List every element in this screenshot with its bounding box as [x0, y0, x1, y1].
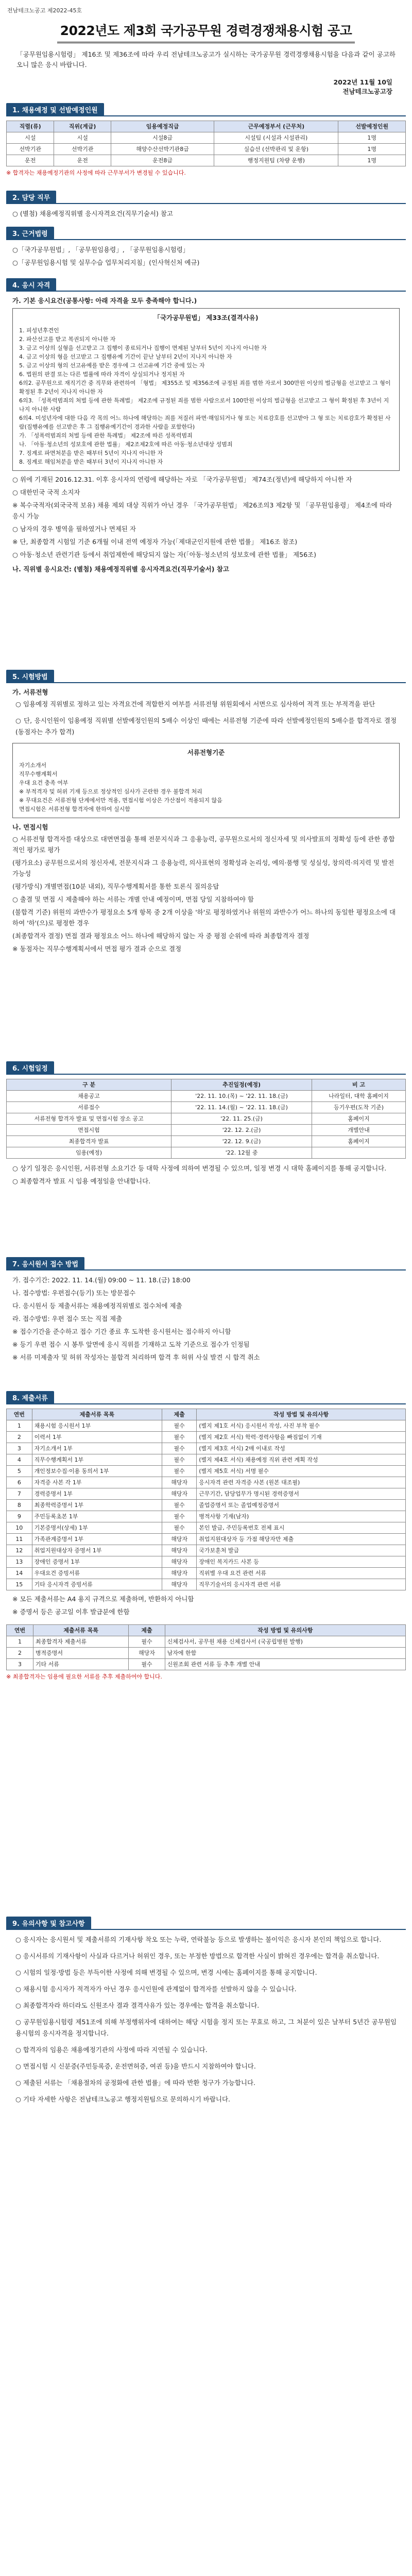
table-row [7, 1443, 406, 1454]
disqualification-item: 2. 파산선고를 받고 복권되지 아니한 자 [19, 336, 116, 343]
section-notice [6, 1917, 406, 2110]
notice-paragraph: ○ 응시자는 응시원서 및 제출서류의 기재사항 착오 또는 누락, 연락불능 등으로 발생하는 불이익은 응시자 본인의 책임으로 합니다. [15, 1936, 382, 1943]
interview-lead: 나. 면접시험 [12, 823, 48, 831]
table-cell: 8 [7, 1500, 32, 1511]
section-title: 1. 채용예정 및 선발예정인원 [6, 103, 104, 116]
table-cell: 2 [7, 1432, 32, 1443]
table-header-cell: 연번 [7, 1625, 33, 1636]
notice-org: 전남테크노공고장 [342, 88, 392, 95]
section-method [6, 670, 406, 956]
table-cell: 홈페이지 [312, 1136, 406, 1147]
table-cell: 취업지원대상자 등 가점 해당자만 제출 [197, 1534, 406, 1545]
table-row [7, 1579, 406, 1590]
table-row [7, 1102, 406, 1113]
interview-item: (평가방식) 개별면접(10분 내외), 직무수행계획서를 통한 토론식 질의응답 [12, 883, 219, 890]
table-row [7, 1091, 406, 1102]
disqualification-box [12, 308, 400, 471]
table-cell: 7 [7, 1488, 32, 1500]
section-documents [6, 1391, 406, 1681]
table-cell: 해당자 [162, 1579, 197, 1590]
application-item: 나. 접수방법: 우편접수(등기) 또는 방문접수 [12, 1289, 136, 1297]
table-row [7, 1534, 406, 1545]
table-row [7, 1545, 406, 1556]
criteria-item: 직무수행계획서 [19, 771, 58, 777]
disqualification-item: 7. 징계로 파면처분을 받은 때부터 5년이 지나지 아니한 자 [19, 450, 163, 456]
disqualification-item: 8. 징계로 해임처분을 받은 때부터 3년이 지나지 아니한 자 [19, 459, 163, 465]
box-title: 서류전형기준 [187, 749, 225, 756]
table-cell: (별지 제4호 서식) 채용예정 직위 관련 계획 작성 [197, 1454, 406, 1466]
application-item: 다. 응시원서 등 제출서류는 채용예정직위별로 접수처에 제출 [12, 1302, 182, 1310]
table-row [7, 144, 406, 155]
law-item: ○「공무원임용시험 및 실무수습 업무처리지침」(인사혁신처 예규) [12, 259, 200, 266]
table-row [7, 1113, 406, 1125]
table-row [7, 1477, 406, 1488]
interview-list [6, 834, 406, 954]
table-cell: 실습선 (선박관리 및 운항) [214, 144, 338, 155]
table-cell: 경력증명서 1부 [32, 1488, 162, 1500]
table-cell: 근무기간, 담당업무가 명시된 경력증명서 [197, 1488, 406, 1500]
table-cell: 면접시험 [7, 1125, 171, 1136]
notice-paragraph: ○ 시험의 일정·방법 등은 부득이한 사정에 의해 변경될 수 있으며, 변경 시에는 홈페이지를 통해 공지합니다. [15, 1969, 317, 1976]
table-cell: 국가보훈처 발급 [197, 1545, 406, 1556]
section-title: 3. 근거법령 [6, 227, 54, 240]
table-cell: 필수 [129, 1636, 165, 1648]
table-cell: '22. 12. 2.(금) [171, 1125, 312, 1136]
table-cell: 해당자 [162, 1556, 197, 1568]
disqualification-item: 3. 금고 이상의 실형을 선고받고 그 집행이 종료되거나 집행이 면제된 날부터 5년이 지나지 아니한 자 [19, 345, 267, 351]
table-header-cell: 작성 방법 및 유의사항 [197, 1409, 406, 1420]
table-cell: 해당자 [129, 1648, 165, 1659]
table-cell: 13 [7, 1556, 32, 1568]
qualification-item: ○ 아동·청소년 관련기관 등에서 취업제한에 해당되지 않는 자(「아동·청소년의 성보호에 관한 법률」 제56조) [12, 551, 316, 558]
table-cell: 졸업증명서 또는 졸업예정증명서 [197, 1500, 406, 1511]
interview-item: (최종합격자 결정) 면접 결과 평정요소 어느 하나에 해당하지 않는 자 중 평점 순위에 따라 최종합격자 결정 [12, 932, 310, 940]
recruitment-note: ※ 합격자는 채용예정기관의 사정에 따라 근무부서가 변경될 수 있습니다. [6, 170, 186, 176]
table-cell: 6 [7, 1477, 32, 1488]
final-documents-table [6, 1624, 406, 1670]
interview-item: (평가요소) 공무원으로서의 정신자세, 전문지식과 그 응용능력, 의사표현의 정확성과 논리성, 예의·품행 및 성실성, 창의력·의지력 및 발전가능성 [12, 859, 394, 877]
table-cell: 신체검사서, 공무원 채용 신체검사서 (국공립병원 발행) [165, 1636, 405, 1648]
table-cell: 채용시험 응시원서 1부 [32, 1420, 162, 1432]
interview-item: ※ 동점자는 직무수행계획서에서 면접 평가 결과 순으로 결정 [12, 945, 182, 953]
table-cell: 해당자 [162, 1477, 197, 1488]
criteria-item: 면접시험은 서류전형 합격자에 한하여 실시함 [19, 806, 130, 812]
notice-paragraph: ○ 합격자의 임용은 채용예정기관의 사정에 따라 지연될 수 있습니다. [15, 2046, 208, 2054]
qualification-lead: 가. 기본 응시요건(공통사항: 아래 자격을 모두 충족해야 합니다.) [12, 297, 197, 304]
table-header-cell: 임용예정직급 [111, 121, 214, 132]
intro-text: 「공무원임용시험령」 제16조 및 제36조에 따라 우리 전남테크노공고가 실시하는 국가공무원 경력경쟁채용시험을 다음과 같이 공고하오니 많은 응시 바랍니다. [16, 50, 396, 69]
table-header-cell: 제출서류 목록 [33, 1625, 129, 1636]
section-law [6, 227, 406, 270]
table-cell: 우대요건 증빙서류 [32, 1568, 162, 1579]
table-cell: '22. 11. 14.(월) ~ '22. 11. 18.(금) [171, 1102, 312, 1113]
table-cell: '22. 12월 중 [171, 1147, 312, 1159]
table-cell: 장애인 복지카드 사본 등 [197, 1556, 406, 1568]
interview-item: ○ 서류전형 합격자를 대상으로 대면면접을 통해 전문지식과 그 응용능력, 공무원으로서의 정신자세 및 의사발표의 정확성 등에 관한 종합적인 평가로 평가 [12, 835, 395, 854]
table-cell: 이력서 1부 [32, 1432, 162, 1443]
table-cell: 홈페이지 [312, 1113, 406, 1125]
schedule-notes [6, 1163, 406, 1187]
table-cell: 자격증 사본 각 1부 [32, 1477, 162, 1488]
section-title: 6. 시험일정 [6, 1061, 54, 1074]
schedule-note: ○ 상기 일정은 응시인원, 서류전형 소요기간 등 대학 사정에 의하여 변경될 수 있으며, 일정 변경 시 대학 홈페이지를 통해 공지합니다. [12, 1164, 387, 1172]
table-cell: 해당자 [162, 1568, 197, 1579]
table-cell: 채용공고 [7, 1091, 171, 1102]
final-documents-note: ※ 최종합격자는 임용에 필요한 서류를 추후 제출하여야 합니다. [6, 1673, 162, 1680]
table-header-cell: 작성 방법 및 유의사항 [165, 1625, 405, 1636]
notice-paragraphs [6, 1934, 406, 2105]
table-cell: 2 [7, 1648, 33, 1659]
table-cell: 시설 [54, 132, 111, 144]
box-title: 「국가공무원법」 제33조(결격사유) [153, 314, 259, 321]
notice-paragraph: ○ 면접시험 시 신분증(주민등록증, 운전면허증, 여권 등)을 반드시 지참하여야 합니다. [15, 2062, 256, 2070]
table-row [7, 1454, 406, 1466]
table-cell: 등기우편(도착 기준) [312, 1102, 406, 1113]
table-cell: 시설 [7, 132, 54, 144]
table-cell: (별지 제5호 서식) 서명 필수 [197, 1466, 406, 1477]
law-item: ○「국가공무원법」, 「공무원임용령」, 「공무원임용시험령」 [12, 246, 190, 253]
disqualification-item: 나. 「아동·청소년의 성보호에 관한 법률」 제2조제2호에 따른 아동·청소년대상 성범죄 [19, 441, 233, 448]
table-header-cell: 직렬(류) [7, 121, 54, 132]
screening-criteria-list [19, 761, 393, 814]
table-cell: 해당자 [162, 1488, 197, 1500]
criteria-item: ※ 무대요건은 서류전형 단계에서만 적용, 면접시험 이상은 가산점이 적용되지 않음 [19, 797, 222, 804]
notice-paragraph: ○ 최종합격자라 하더라도 신원조사 결과 결격사유가 있는 경우에는 합격을 취소합니다. [15, 2002, 260, 2009]
table-cell: '22. 11. 10.(목) ~ '22. 11. 18.(금) [171, 1091, 312, 1102]
table-cell: 직무수행계획서 1부 [32, 1454, 162, 1466]
table-header-cell: 연번 [7, 1409, 32, 1420]
table-cell: 10 [7, 1522, 32, 1534]
table-cell: 4 [7, 1454, 32, 1466]
table-cell: 해당자 [162, 1534, 197, 1545]
table-header-cell: 비 고 [312, 1079, 406, 1091]
documents-table [6, 1409, 406, 1590]
table-header-cell: 근무예정부서 (근무처) [214, 121, 338, 132]
table-row [7, 155, 406, 166]
table-cell: 필수 [162, 1432, 197, 1443]
table-cell: 응시자격 관련 자격증 사본 (원본 대조필) [197, 1477, 406, 1488]
table-cell [312, 1147, 406, 1159]
application-item: 라. 접수방법: 우편 접수 또는 직접 제출 [12, 1315, 123, 1323]
application-item: ※ 서류 미제출자 및 허위 작성자는 불합격 처리하며 합격 후 허위 사실 발견 시 합격 취소 [12, 1353, 260, 1361]
table-cell: 임용(예정) [7, 1147, 171, 1159]
disqualification-item: 5. 금고 이상의 형의 선고유예를 받은 경우에 그 선고유예 기간 중에 있는 자 [19, 362, 205, 369]
table-cell: 기본증명서(상세) 1부 [32, 1522, 162, 1534]
notice-paragraph: ○ 공무원임용시험령 제51조에 의해 부정행위자에 대하여는 해당 시험을 정지 또는 무효로 하고, 그 처분이 있은 날부터 5년간 공무원임용시험의 응시자격을 정지합니다. [15, 2018, 397, 2037]
table-cell: 필수 [162, 1500, 197, 1511]
criteria-item: 우대 요건 충족 여부 [19, 779, 68, 786]
table-cell: 3 [7, 1659, 33, 1670]
qualification-list [6, 474, 406, 560]
table-cell: 1 [7, 1636, 33, 1648]
table-header-cell: 제출서류 목록 [32, 1409, 162, 1420]
document-screening-text2: ○ 단, 응시인원이 임용예정 직위별 선발예정인원의 5배수 이상인 때에는 서류전형 기준에 따라 선발예정인원의 5배수를 합격자로 결정(동점자는 추가 합격) [15, 717, 397, 736]
table-cell: 취업지원대상자 증명서 1부 [32, 1545, 162, 1556]
section-title: 8. 제출서류 [6, 1391, 54, 1404]
table-row [7, 1511, 406, 1522]
schedule-table [6, 1079, 406, 1159]
section-duty [6, 191, 406, 219]
table-row [7, 132, 406, 144]
section-title: 5. 시험방법 [6, 670, 54, 683]
table-cell: 필수 [162, 1420, 197, 1432]
table-row [7, 1147, 406, 1159]
table-header-cell: 제출 [162, 1409, 197, 1420]
table-row [7, 1466, 406, 1477]
section-recruitment [6, 103, 406, 177]
table-cell: (별지 제3호 서식) 2매 이내로 작성 [197, 1443, 406, 1454]
section-schedule [6, 1061, 406, 1189]
table-cell: '22. 11. 25.(금) [171, 1113, 312, 1125]
table-header-cell: 구 분 [7, 1079, 171, 1091]
qualification-item: ○ 대한민국 국적 소지자 [12, 488, 80, 496]
table-row [7, 1432, 406, 1443]
table-cell: 9 [7, 1511, 32, 1522]
notice-paragraph: ○ 응시서류의 기재사항이 사실과 다르거나 허위인 경우, 또는 부정한 방법으로 합격한 사실이 밝혀진 경우에는 합격을 취소합니다. [15, 1952, 380, 1960]
section-application [6, 1257, 406, 1365]
table-cell: 필수 [162, 1466, 197, 1477]
qualification-item: ※ 단, 최종합격 시험일 기준 6개월 이내 전역 예정자 가능(「제대군인지원에 관한 법률」 제16조 참조) [12, 538, 298, 546]
documents-notes [6, 1594, 406, 1617]
table-cell: 남자에 한함 [165, 1648, 405, 1659]
section-title: 9. 유의사항 및 참고사항 [6, 1917, 91, 1929]
title-wrap [0, 21, 412, 43]
table-cell: 12 [7, 1545, 32, 1556]
table-cell: 필수 [162, 1511, 197, 1522]
document-screening-text: ○ 임용예정 직위별로 정하고 있는 자격요건에 적합한지 여부를 서류전형 위원회에서 서면으로 심사하여 적격 또는 부적격을 판단 [15, 700, 375, 708]
disqualification-item: 1. 피성년후견인 [19, 327, 59, 334]
table-cell: 1명 [338, 132, 406, 144]
section-title: 7. 응시원서 접수 방법 [6, 1257, 84, 1270]
disqualification-item: 6의4. 미성년자에 대한 다음 각 목의 어느 하나에 해당하는 죄를 저질러 파면·해임되거나 형 또는 치료감호를 선고받아 그 형 또는 치료감호가 확정된 사람(집행유예를 선고받은 후 그 집행유예기간이 경과한 사람을 포함한다) [19, 415, 391, 430]
table-header-cell: 제출 [129, 1625, 165, 1636]
table-cell: 필수 [162, 1443, 197, 1454]
table-cell: 시설8급 [111, 132, 214, 144]
table-cell: 기타 응시자격 증빙서류 [32, 1579, 162, 1590]
screening-criteria-box [12, 743, 400, 818]
table-header-cell: 직위(계급) [54, 121, 111, 132]
disqualification-item: 6. 법원의 판결 또는 다른 법률에 따라 자격이 상실되거나 정지된 자 [19, 371, 185, 378]
table-cell: 선박기관 [54, 144, 111, 155]
table-cell: 필수 [162, 1454, 197, 1466]
law-list [6, 244, 406, 268]
duty-text: ○ (별첨) 채용예정직위별 응시자격요건(직무기술서) 참고 [12, 210, 173, 217]
qualification-lead2: 나. 직위별 응시요건: (별첨) 채용예정직위별 응시자격요건(직무기술서) 참고 [12, 565, 229, 573]
disqualification-list [19, 326, 393, 466]
table-cell: 운전8급 [111, 155, 214, 166]
table-row [7, 1568, 406, 1579]
table-cell: 최종합격자 제출서류 [33, 1636, 129, 1648]
table-cell: 최종학력증명서 1부 [32, 1500, 162, 1511]
documents-note: ※ 증명서 등은 공고일 이후 발급분에 한함 [12, 1608, 130, 1616]
table-cell: 시설팀 (시설과 시설관리) [214, 132, 338, 144]
table-cell: 나라일터, 대학 홈페이지 [312, 1091, 406, 1102]
document-screening-lead: 가. 서류전형 [12, 688, 48, 696]
table-cell: 주민등록초본 1부 [32, 1511, 162, 1522]
table-cell: 14 [7, 1568, 32, 1579]
table-row [7, 1420, 406, 1432]
table-cell: 선박기관 [7, 144, 54, 155]
table-row [7, 1488, 406, 1500]
disqualification-item: 4. 금고 이상의 형을 선고받고 그 집행유예 기간이 끝난 날부터 2년이 지나지 아니한 자 [19, 353, 232, 360]
table-cell: 필수 [162, 1522, 197, 1534]
table-cell: 병적증명서 [33, 1648, 129, 1659]
application-list [6, 1275, 406, 1363]
table-cell: 운전 [54, 155, 111, 166]
table-row [7, 1659, 406, 1670]
table-cell: 개인정보수집·이용 동의서 1부 [32, 1466, 162, 1477]
table-cell: 3 [7, 1443, 32, 1454]
page-title: 2022년도 제3회 국가공무원 경력경쟁채용시험 공고 [57, 21, 355, 43]
table-row [7, 1556, 406, 1568]
table-cell: 행정지원팀 (차량 운행) [214, 155, 338, 166]
notice-paragraph: ○ 채용시험 응시자가 적격자가 아닌 경우 응시인원에 관계없이 합격자를 선발하지 않을 수 있습니다. [15, 1985, 297, 1993]
table-cell: 운전 [7, 155, 54, 166]
schedule-note: ○ 최종합격자 발표 시 임용 예정일을 안내합니다. [12, 1177, 151, 1185]
table-cell: 가족관계증명서 1부 [32, 1534, 162, 1545]
table-header-cell: 선발예정인원 [338, 121, 406, 132]
table-row [7, 1522, 406, 1534]
table-cell: 직위별 우대 요건 관련 서류 [197, 1568, 406, 1579]
documents-note: ※ 모든 제출서류는 A4 용지 규격으로 제출하며, 반환하지 아니함 [12, 1595, 194, 1603]
table-cell: 서류전형 합격자 발표 및 면접시험 장소 공고 [7, 1113, 171, 1125]
table-cell: 1명 [338, 144, 406, 155]
table-cell: 개별안내 [312, 1125, 406, 1136]
application-item: ※ 접수기간을 준수하고 접수 기간 종료 후 도착한 응시원서는 접수하지 아니함 [12, 1328, 231, 1335]
disqualification-item: 6의3. 「성폭력범죄의 처벌 등에 관한 특례법」 제2조에 규정된 죄를 범한 사람으로서 100만원 이상의 벌금형을 선고받고 그 형이 확정된 후 3년이 지나지 아니한 사람 [19, 397, 389, 413]
interview-item: (불합격 기준) 위원의 과반수가 평정요소 5개 항목 중 2개 이상을 '하'로 평정하였거나 위원의 과반수가 어느 하나의 동일한 평정요소에 대하여 '하'(으)로 평정한 경우 [12, 908, 396, 927]
notice-number: 전남테크노공고 제2022-45호 [7, 7, 82, 14]
table-cell: 1 [7, 1420, 32, 1432]
table-row [7, 1648, 406, 1659]
table-cell: 최종합격자 발표 [7, 1136, 171, 1147]
table-row [7, 1125, 406, 1136]
table-header-cell: 추진일정(예정) [171, 1079, 312, 1091]
table-cell: 장애인 증명서 1부 [32, 1556, 162, 1568]
table-row [7, 1500, 406, 1511]
table-cell: 11 [7, 1534, 32, 1545]
criteria-item: ※ 부적격자 및 허위 기재 등으로 정상적인 심사가 곤란한 경우 불합격 처리 [19, 788, 202, 795]
qualification-item: ○ 남자의 경우 병역을 필하였거나 면제된 자 [12, 525, 136, 533]
table-row [7, 1136, 406, 1147]
table-row [7, 1636, 406, 1648]
qualification-item: ○ 위에 기재된 2016.12.31. 이후 응시자의 연령에 해당하는 자로 「국가공무원법」 제74조(정년)에 해당하지 아니한 자 [12, 476, 352, 483]
application-item: 가. 접수기간: 2022. 11. 14.(월) 09:00 ~ 11. 18.(금) 18:00 [12, 1276, 191, 1284]
section-title: 2. 담당 직무 [6, 191, 56, 204]
table-cell: (별지 제2호 서식) 학력·경력사항을 빠짐없이 기재 [197, 1432, 406, 1443]
table-cell: 신원조회 관련 서류 등 추후 개별 안내 [165, 1659, 405, 1670]
table-cell: 5 [7, 1466, 32, 1477]
table-cell: 서류접수 [7, 1102, 171, 1113]
table-cell: 필수 [129, 1659, 165, 1670]
table-cell: 자기소개서 1부 [32, 1443, 162, 1454]
disqualification-item: 가. 「성폭력범죄의 처벌 등에 관한 특례법」 제2조에 따른 성폭력범죄 [19, 432, 193, 439]
table-cell: 1명 [338, 155, 406, 166]
recruitment-table [6, 121, 406, 166]
section-qualification [6, 278, 406, 575]
table-cell: 해양수산선박기관8급 [111, 144, 214, 155]
section-title: 4. 응시 자격 [6, 278, 56, 291]
interview-item: ○ 출결 및 면접 시 제출해야 하는 서류는 개별 안내 예정이며, 면접 당일 지참하여야 함 [12, 895, 254, 903]
table-cell: 기타 서류 [33, 1659, 129, 1670]
table-cell: 직무기술서의 응시자격 관련 서류 [197, 1579, 406, 1590]
table-cell: 해당자 [162, 1545, 197, 1556]
notice-paragraph: ○ 기타 자세한 사항은 전남테크노공고 행정지원팀으로 문의하시기 바랍니다. [15, 2095, 231, 2103]
notice-paragraph: ○ 제출된 서류는 「채용절차의 공정화에 관한 법률」에 따라 반환 청구가 가능합니다. [15, 2079, 256, 2087]
notice-date: 2022년 11월 10일 [333, 78, 392, 86]
application-item: ※ 등기 우편 접수 시 봉투 앞면에 응시 직위를 기재하고 도착 기준으로 접수가 인정됨 [12, 1341, 250, 1348]
table-cell: (별지 제1호 서식) 응시원서 작성, 사진 부착 필수 [197, 1420, 406, 1432]
disqualification-item: 6의2. 공무원으로 재직기간 중 직무와 관련하여 「형법」 제355조 및 제356조에 규정된 죄를 범한 자로서 300만원 이상의 벌금형을 선고받고 그 형이 확정된 후 2년이 지나지 아니한 자 [19, 380, 391, 395]
table-cell: 15 [7, 1579, 32, 1590]
criteria-item: 자기소개서 [19, 762, 47, 769]
table-cell: 본인 발급, 주민등록번호 전체 표시 [197, 1522, 406, 1534]
table-cell: 병적사항 기재(남자) [197, 1511, 406, 1522]
table-cell: '22. 12. 9.(금) [171, 1136, 312, 1147]
qualification-item: ※ 복수국적자(외국국적 보유) 채용 제외 대상 직위가 아닌 경우 「국가공무원법」 제26조의3 제2항 및 「공무원임용령」 제4조에 따라 응시 가능 [12, 501, 392, 520]
